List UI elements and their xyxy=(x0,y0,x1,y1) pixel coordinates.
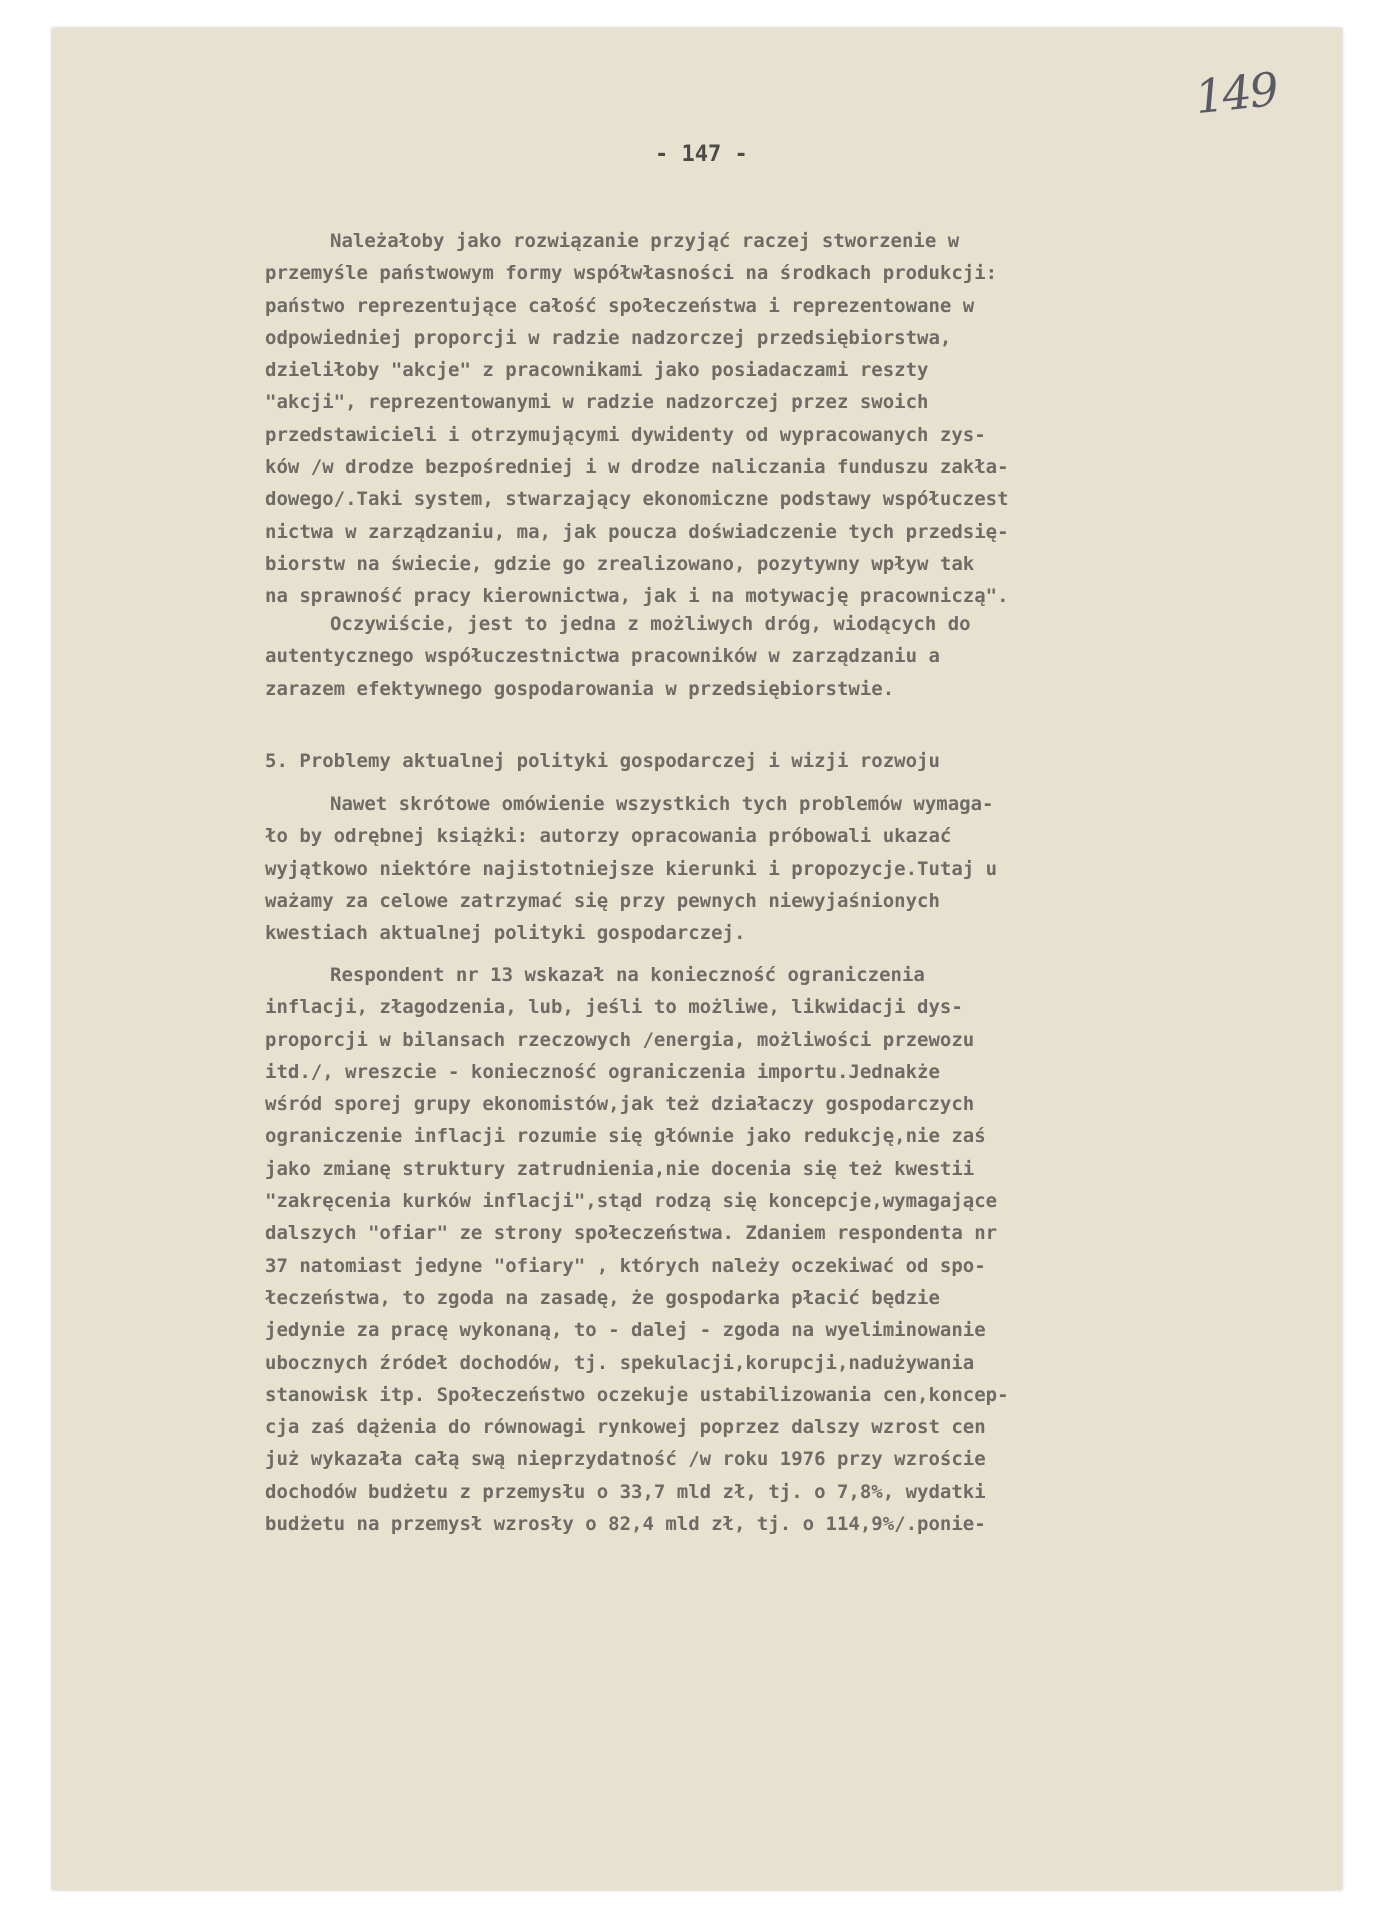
text-line: dowego/.Taki system, stwarzający ekonomiczne podstawy współuczest xyxy=(265,488,1009,511)
paragraph-employee-shareholding xyxy=(265,225,1009,613)
text-line: kwestiach aktualnej polityki gospodarczej. xyxy=(265,922,746,945)
paragraph-problems-overview xyxy=(265,788,997,949)
text-line: Oczywiście, jest to jedna z możliwych dróg, wiodących do xyxy=(330,613,971,635)
text-line: ło by odrębnej książki: autorzy opracowania próbowali ukazać xyxy=(265,825,952,848)
text-line: cja zaś dążenia do równowagi rynkowej poprzez dalszy wzrost cen xyxy=(265,1416,986,1439)
text-line: Należałoby jako rozwiązanie przyjąć raczej stworzenie w xyxy=(330,230,960,252)
paragraph-inflation xyxy=(265,959,1009,1540)
text-line: biorstw na świecie, gdzie go zrealizowano, pozytywny wpływ tak xyxy=(265,552,975,575)
text-line: nictwa w zarządzaniu, ma, jak poucza doświadczenie tych przedsię- xyxy=(265,520,1009,543)
text-line: jedynie za pracę wykonaną, to - dalej - zgoda na wyeliminowanie xyxy=(265,1319,986,1342)
text-line: ubocznych źródeł dochodów, tj. spekulacji,korupcji,nadużywania xyxy=(265,1351,975,1374)
heading-text: 5. Problemy aktualnej polityki gospodarczej i wizji rozwoju xyxy=(265,750,940,772)
text-line: dalszych "ofiar" ze strony społeczeństwa. Zdaniem respondenta nr xyxy=(265,1222,998,1245)
text-line: stanowisk itp. Społeczeństwo oczekuje ustabilizowania cen,koncep- xyxy=(265,1383,1009,1406)
text-line: ważamy za celowe zatrzymać się przy pewnych niewyjaśnionych xyxy=(265,889,940,912)
text-line: odpowiedniej proporcji w radzie nadzorczej przedsiębiorstwa, xyxy=(265,326,952,349)
text-line: dochodów budżetu z przemysłu o 33,7 mld zł, tj. o 7,8%, wydatki xyxy=(265,1480,986,1503)
text-line: jako zmianę struktury zatrudnienia,nie docenia się też kwestii xyxy=(265,1157,975,1180)
text-line: budżetu na przemysł wzrosły o 82,4 mld zł, tj. o 114,9%/.ponie- xyxy=(265,1513,986,1536)
text-line: proporcji w bilansach rzeczowych /energia, możliwości przewozu xyxy=(265,1028,975,1051)
text-line: wyjątkowo niektóre najistotniejsze kierunki i propozycje.Tutaj u xyxy=(265,857,998,880)
text-line: przedstawicieli i otrzymującymi dywidenty od wypracowanych zys- xyxy=(265,423,986,446)
text-line: itd./, wreszcie - konieczność ograniczenia importu.Jednakże xyxy=(265,1060,940,1083)
text-line: inflacji, złagodzenia, lub, jeśli to możliwe, likwidacji dys- xyxy=(265,996,963,1019)
text-line: na sprawność pracy kierownictwa, jak i na motywację pracowniczą". xyxy=(265,585,1009,608)
text-line: przemyśle państwowym formy współwłasności na środkach produkcji: xyxy=(265,262,998,285)
text-line: państwo reprezentujące całość społeczeństwa i reprezentowane w xyxy=(265,294,975,317)
section-heading xyxy=(265,745,940,777)
page-number: - 147 - xyxy=(655,142,748,167)
text-line: Nawet skrótowe omówienie wszystkich tych problemów wymaga- xyxy=(330,793,994,815)
text-line: wśród sporej grupy ekonomistów,jak też działaczy gospodarczych xyxy=(265,1093,975,1116)
text-line: już wykazała całą swą nieprzydatność /w roku 1976 przy wzroście xyxy=(265,1448,986,1471)
text-line: ograniczenie inflacji rozumie się głównie jako redukcję,nie zaś xyxy=(265,1125,986,1148)
text-line: łeczeństwa, to zgoda na zasadę, że gospodarka płacić będzie xyxy=(265,1286,940,1309)
text-line: "akcji", reprezentowanymi w radzie nadzorczej przez swoich xyxy=(265,391,929,414)
text-line: dzieliłoby "akcje" z pracownikami jako posiadaczami reszty xyxy=(265,359,929,382)
handwritten-page-number: 149 xyxy=(1192,61,1280,125)
text-line: 37 natomiast jedyne "ofiary" , których należy oczekiwać od spo- xyxy=(265,1254,986,1277)
paragraph-possible-paths xyxy=(265,608,971,705)
text-line: "zakręcenia kurków inflacji",stąd rodzą się koncepcje,wymagające xyxy=(265,1190,998,1213)
text-line: autentycznego współuczestnictwa pracowników w zarządzaniu a xyxy=(265,645,940,668)
text-line: Respondent nr 13 wskazał na konieczność ograniczenia xyxy=(330,964,925,986)
text-line: ków /w drodze bezpośredniej i w drodze naliczania funduszu zakła- xyxy=(265,456,1009,479)
text-line: zarazem efektywnego gospodarowania w przedsiębiorstwie. xyxy=(265,677,895,700)
